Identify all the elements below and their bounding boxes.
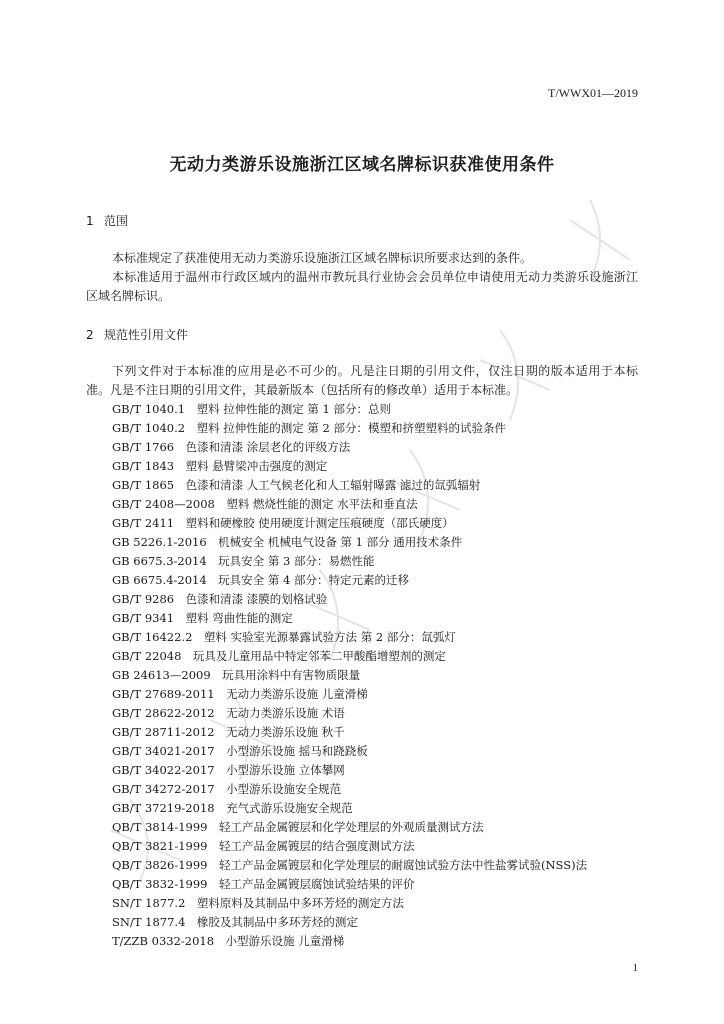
reference-item: GB 5226.1-2016 机械安全 机械电气设备 第 1 部分 通用技术条件 (112, 535, 463, 549)
reference-item: GB/T 1766 色漆和清漆 涂层老化的评级方法 (112, 440, 351, 454)
section-2-title: 规范性引用文件 (104, 328, 189, 342)
reference-item: QB/T 3832-1999 轻工产品金属镀层腐蚀试验结果的评价 (112, 877, 415, 891)
reference-item: GB/T 2411 塑料和硬橡胶 使用硬度计测定压痕硬度（邵氏硬度） (112, 516, 454, 530)
reference-item: GB/T 1040.1 塑料 拉伸性能的测定 第 1 部分：总则 (112, 402, 392, 416)
reference-item: T/ZZB 0332-2018 小型游乐设施 儿童滑梯 (112, 934, 345, 948)
reference-item: GB/T 1865 色漆和清漆 人工气候老化和人工辐射曝露 滤过的氙弧辐射 (112, 478, 481, 492)
reference-item: GB/T 34021-2017 小型游乐设施 摇马和跷跷板 (112, 744, 368, 758)
reference-item: GB 6675.3-2014 玩具安全 第 3 部分：易燃性能 (112, 554, 375, 568)
reference-item: QB/T 3821-1999 轻工产品金属镀层的结合强度测试方法 (112, 839, 415, 853)
reference-item: GB/T 34272-2017 小型游乐设施安全规范 (112, 782, 342, 796)
section-1-title: 范围 (104, 214, 129, 228)
reference-item: GB 6675.4-2014 玩具安全 第 4 部分：特定元素的迁移 (112, 573, 409, 587)
section-1-heading (86, 212, 128, 229)
section-1-number: 1 (86, 214, 94, 228)
reference-item: GB/T 1843 塑料 悬臂梁冲击强度的测定 (112, 459, 328, 473)
reference-list (112, 400, 587, 951)
reference-item: GB/T 9341 塑料 弯曲性能的测定 (112, 611, 293, 625)
reference-item: QB/T 3814-1999 轻工产品金属镀层和化学处理层的外观质量测试方法 (112, 820, 484, 834)
reference-item: SN/T 1877.4 橡胶及其制品中多环芳烃的测定 (112, 915, 358, 929)
section-2-intro: 下列文件对于本标准的应用是必不可少的。凡是注日期的引用文件，仅注日期的版本适用于本标准。凡是不注日期的引用文件，其最新版本（包括所有的修改单）适用于本标准。 (86, 364, 638, 397)
page-number: 1 (632, 962, 638, 974)
reference-item: GB/T 34022-2017 小型游乐设施 立体攀网 (112, 763, 345, 777)
reference-item: GB/T 27689-2011 无动力类游乐设施 儿童滑梯 (112, 687, 368, 701)
reference-item: GB/T 9286 色漆和清漆 漆膜的划格试验 (112, 592, 328, 606)
reference-item: QB/T 3826-1999 轻工产品金属镀层和化学处理层的耐腐蚀试验方法中性盐雾试验(NSS)法 (112, 858, 588, 872)
reference-item: GB/T 28711-2012 无动力类游乐设施 秋千 (112, 725, 345, 739)
reference-item: GB/T 16422.2 塑料 实验室光源暴露试验方法 第 2 部分：氙弧灯 (112, 630, 456, 644)
section-1-paragraph-2: 本标准适用于温州市行政区域内的温州市教玩具行业协会会员单位申请使用无动力类游乐设施浙江区域名牌标识。 (86, 270, 638, 303)
standard-code: T/WWX01—2019 (548, 86, 638, 100)
section-2-number: 2 (86, 328, 94, 342)
document-title: 无动力类游乐设施浙江区域名牌标识获准使用条件 (169, 155, 555, 175)
section-1-paragraph-1: 本标准规定了获准使用无动力类游乐设施浙江区域名牌标识所要求达到的条件。 (112, 251, 533, 265)
reference-item: SN/T 1877.2 塑料原料及其制品中多环芳烃的测定方法 (112, 896, 404, 910)
reference-item: GB/T 22048 玩具及儿童用品中特定邻苯二甲酸酯增塑剂的测定 (112, 649, 446, 663)
reference-item: GB 24613—2009 玩具用涂料中有害物质限量 (112, 668, 361, 682)
reference-item: GB/T 28622-2012 无动力类游乐设施 术语 (112, 706, 345, 720)
reference-item: GB/T 37219-2018 充气式游乐设施安全规范 (112, 801, 353, 815)
section-2-heading (86, 326, 188, 343)
reference-item: GB/T 1040.2 塑料 拉伸性能的测定 第 2 部分：模塑和挤塑塑料的试验条件 (112, 421, 507, 435)
reference-item: GB/T 2408—2008 塑料 燃烧性能的测定 水平法和垂直法 (112, 497, 418, 511)
